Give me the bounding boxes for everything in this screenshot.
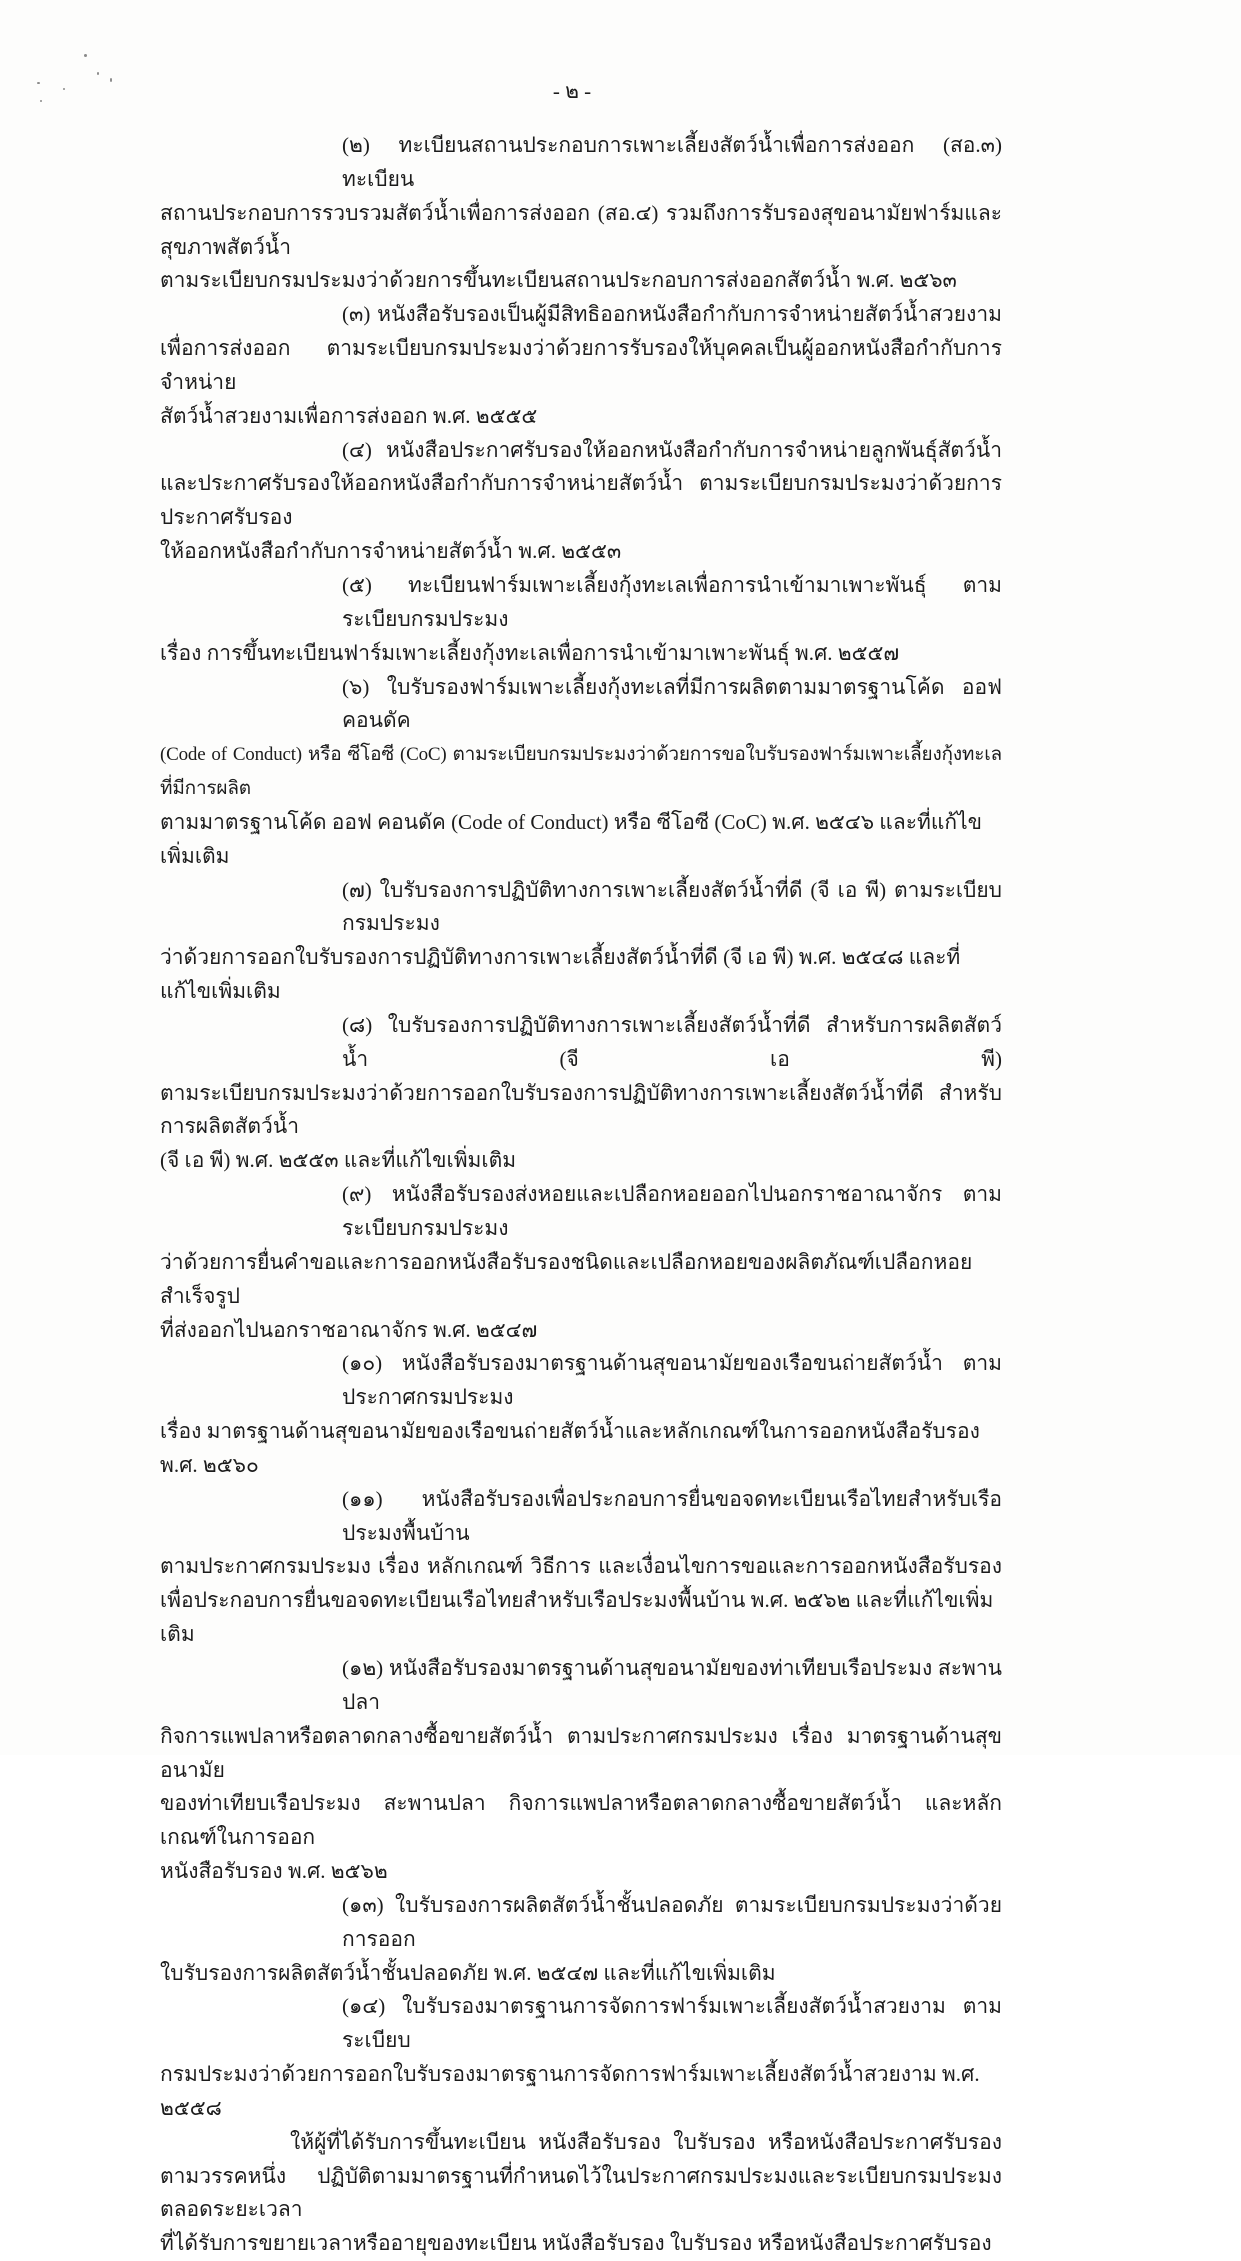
paragraph-line: (๒) ทะเบียนสถานประกอบการเพาะเลี้ยงสัตว์น้ำเพื่อการส่งออก (สอ.๓) ทะเบียน — [342, 133, 1002, 191]
scan-speck — [110, 78, 112, 82]
clause-9 — [160, 1178, 1002, 1347]
scan-speck — [97, 72, 99, 75]
clause-10 — [160, 1347, 1002, 1482]
clause-6 — [160, 671, 1002, 874]
paragraph-line: เพื่อประกอบการยื่นขอจดทะเบียนเรือไทยสำหรับเรือประมงพื้นบ้าน พ.ศ. ๒๕๖๒ และที่แก้ไขเพิ่มเติม — [160, 1588, 994, 1647]
paragraph-line: ให้ผู้ที่ได้รับการขึ้นทะเบียน หนังสือรับรอง ใบรับรอง หรือหนังสือประกาศรับรอง — [290, 2129, 1002, 2154]
paragraph-line: หนังสือรับรอง พ.ศ. ๒๕๖๒ — [160, 1859, 388, 1884]
paragraph-line: (๗) ใบรับรองการปฏิบัติทางการเพาะเลี้ยงสัตว์น้ำที่ดี (จี เอ พี) ตามระเบียบกรมประมง — [342, 877, 1002, 936]
paragraph-line: ว่าด้วยการยื่นคำขอและการออกหนังสือรับรองชนิดและเปลือกหอยของผลิตภัณฑ์เปลือกหอยสำเร็จรูป — [160, 1249, 973, 1308]
paragraph-line: (จี เอ พี) พ.ศ. ๒๕๕๓ และที่แก้ไขเพิ่มเติม — [160, 1148, 517, 1173]
paragraph-line: เรื่อง การขึ้นทะเบียนฟาร์มเพาะเลี้ยงกุ้งทะเลเพื่อการนำเข้ามาเพาะพันธุ์ พ.ศ. ๒๕๕๗ — [160, 640, 900, 665]
paragraph-line: (๑๐) หนังสือรับรองมาตรฐานด้านสุขอนามัยของเรือขนถ่ายสัตว์น้ำ ตามประกาศกรมประมง — [342, 1351, 1002, 1410]
paragraph-line: ตามประกาศกรมประมง เรื่อง หลักเกณฑ์ วิธีการ และเงื่อนไขการขอและการออกหนังสือรับรอง — [160, 1554, 1002, 1579]
paragraph-line: ตามระเบียบกรมประมงว่าด้วยการขึ้นทะเบียนสถานประกอบการส่งออกสัตว์น้ำ พ.ศ. ๒๕๖๓ — [160, 268, 957, 293]
paragraph-line: เรื่อง มาตรฐานด้านสุขอนามัยของเรือขนถ่ายสัตว์น้ำและหลักเกณฑ์ในการออกหนังสือรับรอง พ.ศ. ๒๕๖๐ — [160, 1419, 980, 1477]
clause-5 — [160, 569, 1002, 671]
paragraph-line: ของท่าเทียบเรือประมง สะพานปลา กิจการแพปลาหรือตลาดกลางซื้อขายสัตว์น้ำ และหลักเกณฑ์ในการออก — [160, 1791, 1002, 1850]
clause-8 — [160, 1009, 1002, 1178]
clause-3 — [160, 298, 1002, 433]
paragraph-line: ตามมาตรฐานโค้ด ออฟ คอนดัค (Code of Conduct) หรือ ซีโอซี (CoC) พ.ศ. ๒๕๔๖ และที่แก้ไขเพิ่มเติม — [160, 809, 982, 868]
paragraph-line: และประกาศรับรองให้ออกหนังสือกำกับการจำหน่ายสัตว์น้ำ ตามระเบียบกรมประมงว่าด้วยการประกาศรับรอง — [160, 471, 1002, 530]
paragraph-line: กิจการแพปลาหรือตลาดกลางซื้อขายสัตว์น้ำ ตามประกาศกรมประมง เรื่อง มาตรฐานด้านสุขอนามัย — [160, 1723, 1002, 1782]
clause-13 — [160, 1889, 1002, 1991]
clause-11 — [160, 1483, 1002, 1652]
closing-paragraph — [160, 2126, 1002, 2261]
clause-12 — [160, 1652, 1002, 1889]
paragraph-line: ว่าด้วยการออกใบรับรองการปฏิบัติทางการเพาะเลี้ยงสัตว์น้ำที่ดี (จี เอ พี) พ.ศ. ๒๕๔๘ และที่แก้ไขเพิ่มเติม — [160, 945, 961, 1004]
paragraph-line: (๑๓) ใบรับรองการผลิตสัตว์น้ำชั้นปลอดภัย ตามระเบียบกรมประมงว่าด้วยการออก — [342, 1892, 1002, 1951]
paragraph-line: (๑๑) หนังสือรับรองเพื่อประกอบการยื่นขอจดทะเบียนเรือไทยสำหรับเรือประมงพื้นบ้าน — [342, 1486, 1002, 1545]
paragraph-line: สถานประกอบการรวบรวมสัตว์น้ำเพื่อการส่งออก (สอ.๔) รวมถึงการรับรองสุขอนามัยฟาร์มและสุขภาพสัตว์น้ำ — [160, 200, 1002, 259]
paragraph-line: ให้ออกหนังสือกำกับการจำหน่ายสัตว์น้ำ พ.ศ. ๒๕๕๓ — [160, 539, 622, 564]
page-number: - ๒ - — [552, 79, 592, 103]
paragraph-line: ที่ได้รับการขยายเวลาหรืออายุของทะเบียน หนังสือรับรอง ใบรับรอง หรือหนังสือประกาศรับรอง — [160, 2231, 992, 2256]
scan-speck — [84, 54, 87, 57]
clause-7 — [160, 874, 1002, 1009]
scan-speck — [40, 100, 42, 102]
paragraph-line: (๘) ใบรับรองการปฏิบัติทางการเพาะเลี้ยงสัตว์น้ำที่ดี สำหรับการผลิตสัตว์น้ำ (จี เอ พี) — [342, 1012, 1002, 1071]
paragraph-line: (๔) หนังสือประกาศรับรองให้ออกหนังสือกำกับการจำหน่ายลูกพันธุ์สัตว์น้ำ — [342, 437, 1002, 462]
paragraph-line: สัตว์น้ำสวยงามเพื่อการส่งออก พ.ศ. ๒๕๕๕ — [160, 403, 538, 428]
paragraph-line: (๓) หนังสือรับรองเป็นผู้มีสิทธิออกหนังสือกำกับการจำหน่ายสัตว์น้ำสวยงาม — [342, 302, 1002, 327]
paragraph-line: ตามวรรคหนึ่ง ปฏิบัติตามมาตรฐานที่กำหนดไว้ในประกาศกรมประมงและระเบียบกรมประมงตลอดระยะเวลา — [160, 2163, 1002, 2222]
clause-4 — [160, 434, 1002, 569]
paragraph-line: (๑๒) หนังสือรับรองมาตรฐานด้านสุขอนามัยของท่าเทียบเรือประมง สะพานปลา — [342, 1655, 1002, 1714]
paragraph-line: (Code of Conduct) หรือ ซีโอซี (CoC) ตามระเบียบกรมประมงว่าด้วยการขอใบรับรองฟาร์มเพาะเลี้ยงกุ้งทะเลที่มีการผลิต — [160, 744, 1002, 800]
scan-speck — [37, 82, 40, 84]
clause-2 — [160, 129, 1002, 298]
paragraph-line: (๖) ใบรับรองฟาร์มเพาะเลี้ยงกุ้งทะเลที่มีการผลิตตามมาตรฐานโค้ด ออฟ คอนดัค — [342, 674, 1002, 733]
paragraph-line: ใบรับรองการผลิตสัตว์น้ำชั้นปลอดภัย พ.ศ. ๒๕๔๗ และที่แก้ไขเพิ่มเติม — [160, 1960, 776, 1985]
paragraph-line: ที่ส่งออกไปนอกราชอาณาจักร พ.ศ. ๒๕๔๗ — [160, 1317, 538, 1342]
document-body — [160, 129, 1002, 2261]
paragraph-line: ตามระเบียบกรมประมงว่าด้วยการออกใบรับรองการปฏิบัติทางการเพาะเลี้ยงสัตว์น้ำที่ดี สำหรับการผลิตสัตว์น้ำ — [160, 1080, 1002, 1139]
clause-14 — [160, 1990, 1002, 2125]
scan-speck — [63, 88, 65, 90]
paragraph-line: กรมประมงว่าด้วยการออกใบรับรองมาตรฐานการจัดการฟาร์มเพาะเลี้ยงสัตว์น้ำสวยงาม พ.ศ. ๒๕๕๘ — [160, 2062, 980, 2120]
paragraph-line: (๑๔) ใบรับรองมาตรฐานการจัดการฟาร์มเพาะเลี้ยงสัตว์น้ำสวยงาม ตามระเบียบ — [342, 1994, 1002, 2053]
paragraph-line: (๙) หนังสือรับรองส่งหอยและเปลือกหอยออกไปนอกราชอาณาจักร ตามระเบียบกรมประมง — [342, 1182, 1002, 1240]
paragraph-line: (๕) ทะเบียนฟาร์มเพาะเลี้ยงกุ้งทะเลเพื่อการนำเข้ามาเพาะพันธุ์ ตามระเบียบกรมประมง — [342, 572, 1002, 631]
paragraph-line: เพื่อการส่งออก ตามระเบียบกรมประมงว่าด้วยการรับรองให้บุคคลเป็นผู้ออกหนังสือกำกับการจำหน่าย — [160, 336, 1002, 394]
